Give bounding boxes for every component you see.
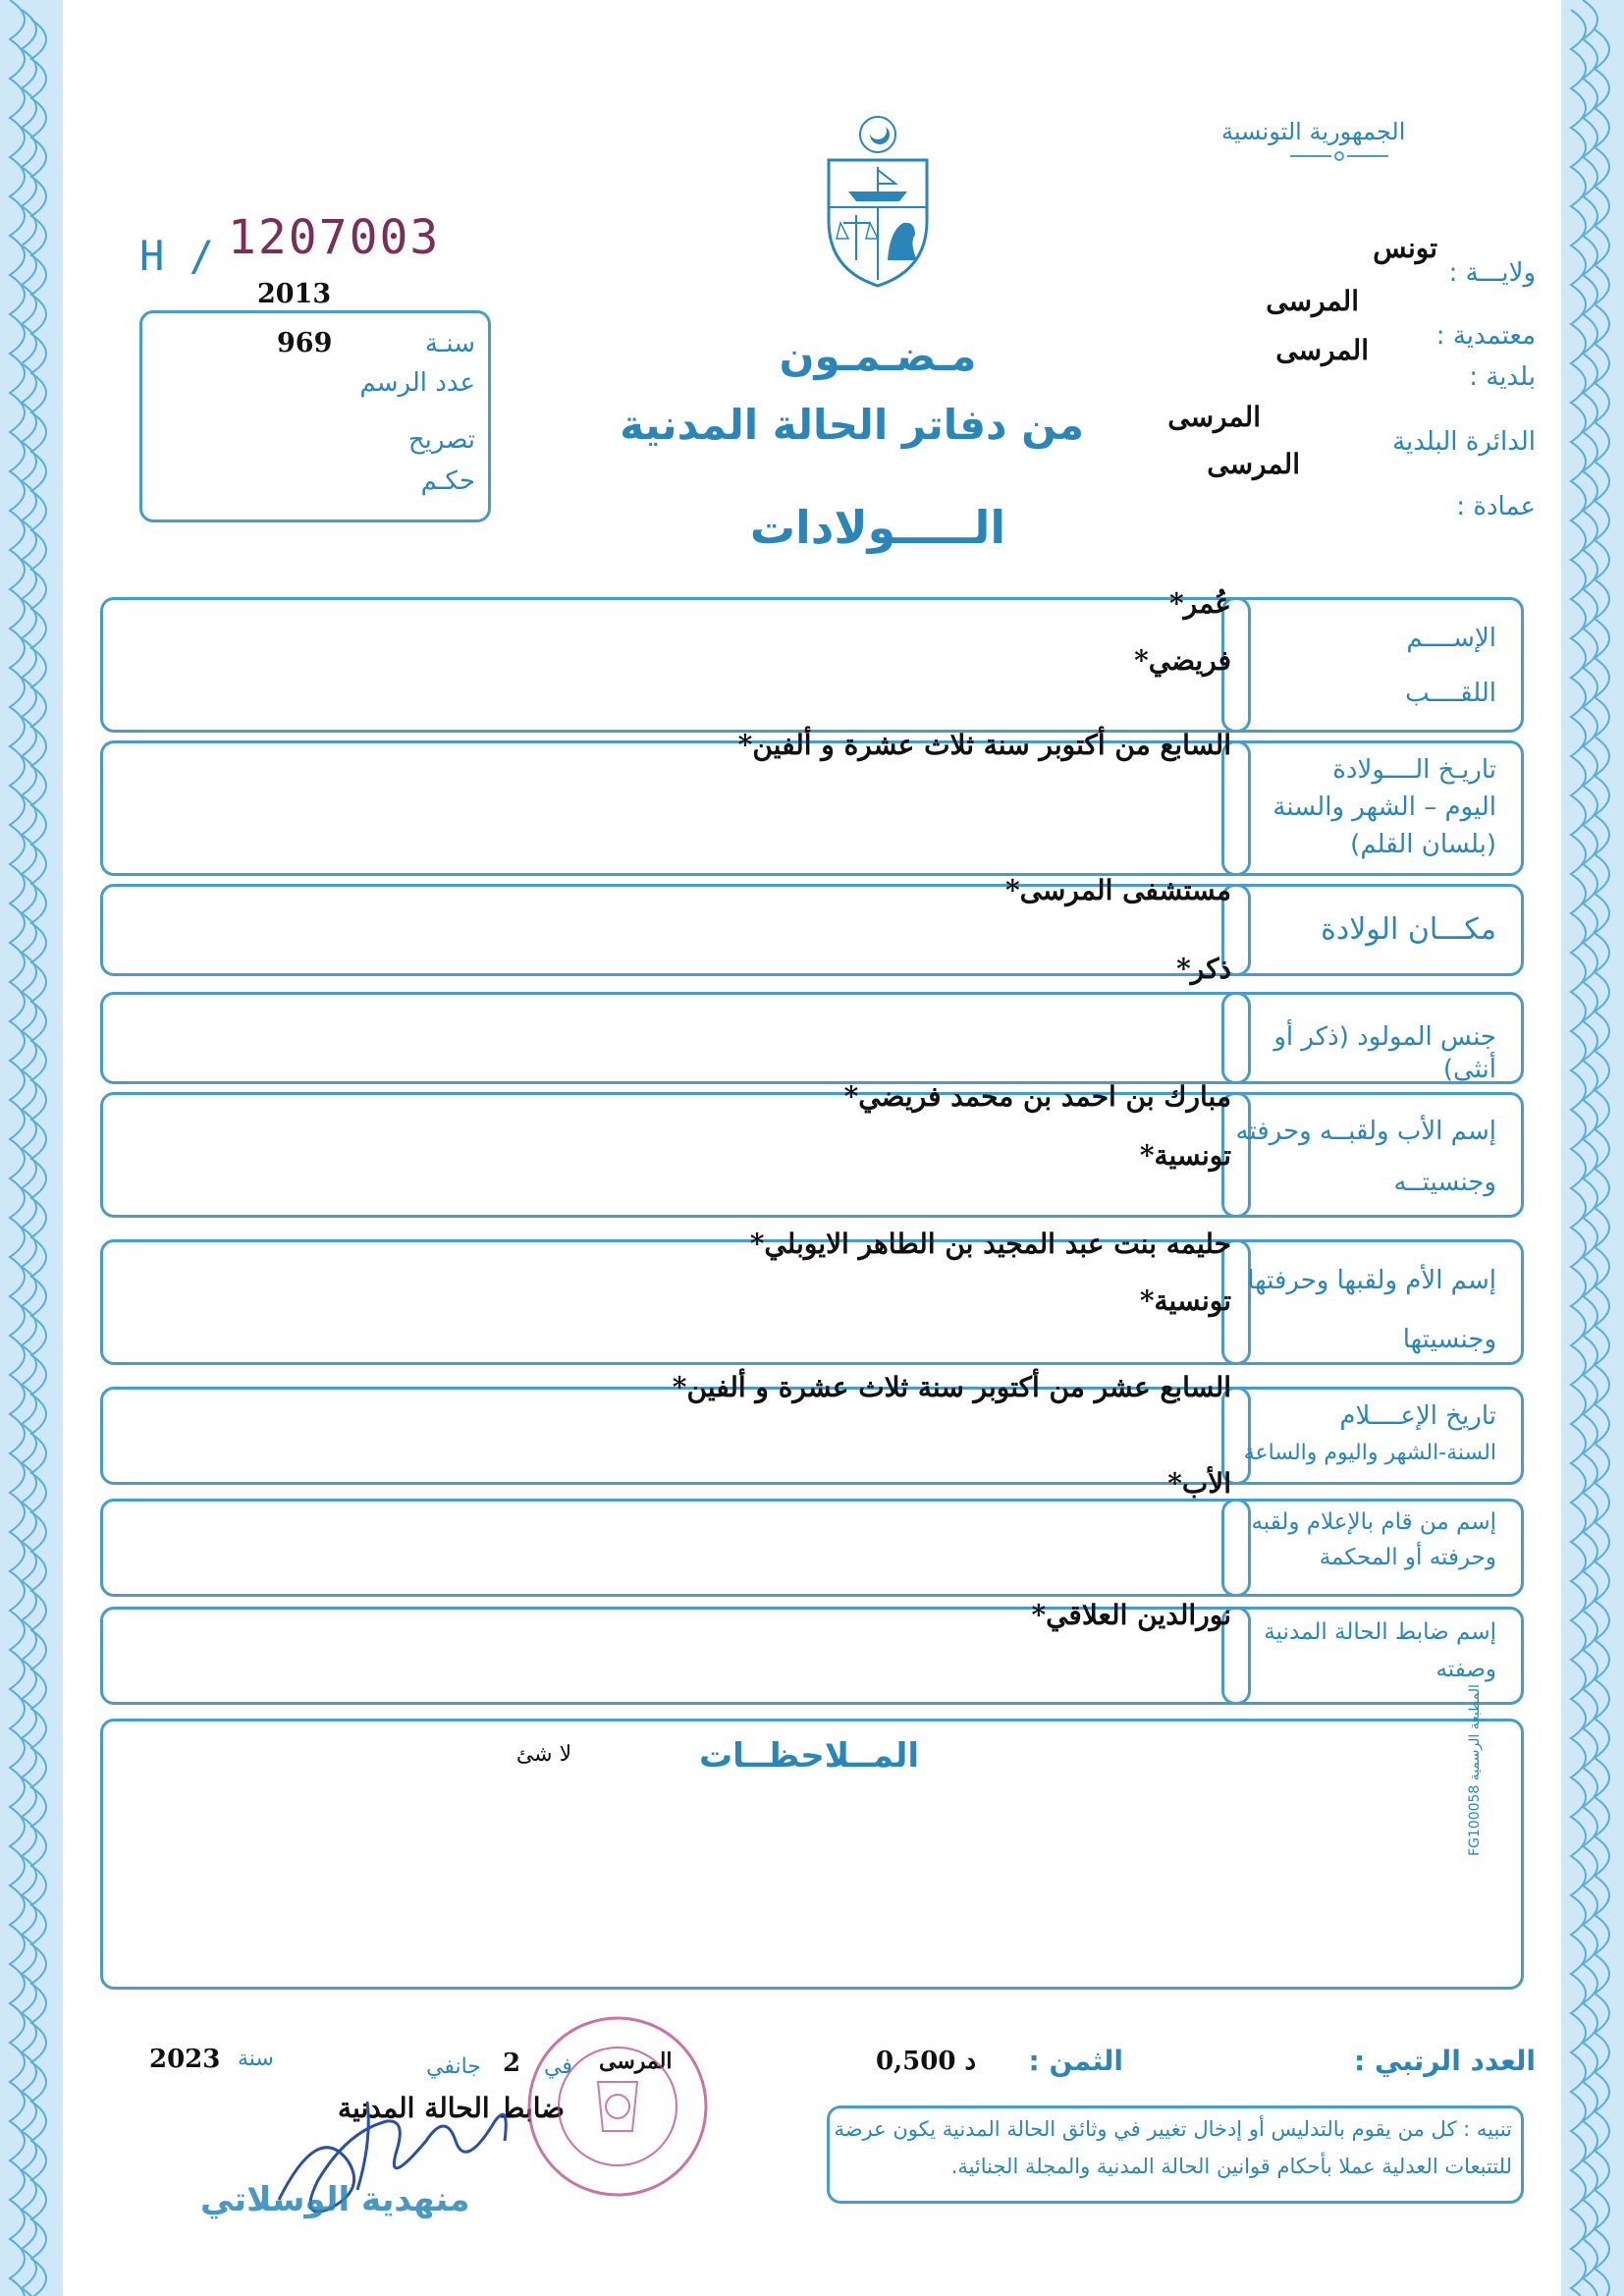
declarant-occupation-label: وحرفته أو المحكمة <box>1319 1545 1496 1570</box>
decorative-border-right <box>1561 0 1624 2296</box>
officer-value: نورالدين العلاقي* <box>1031 1599 1231 1631</box>
mother-label: إسم الأم ولقبها وحرفتها <box>1247 1266 1496 1295</box>
section-title: الـــــولادات <box>749 501 1006 554</box>
serial-number: 1207003 <box>228 210 441 265</box>
year-label: سنة <box>238 2047 274 2071</box>
field-value-box-declarant <box>100 1499 1251 1597</box>
wilaya-label: ولايـــة : <box>1448 258 1536 288</box>
father-nationality-value: تونسية* <box>1139 1139 1231 1172</box>
sex-value: ذكر* <box>1176 953 1231 985</box>
field-label-box-name <box>1221 597 1524 733</box>
mutamadia-value-1: المرسى <box>1266 285 1359 317</box>
daira-value-2: المرسى <box>1207 448 1300 480</box>
reference-declaration-label: تصريح <box>407 425 475 455</box>
declaration-date-value: السابع عشر من أكتوبر سنة ثلاث عشرة و ألفين* <box>672 1371 1231 1403</box>
tunisia-coat-of-arms <box>819 113 937 290</box>
place-label: المرسى <box>599 2049 673 2074</box>
first-name-label: الإســــم <box>1406 624 1496 653</box>
notice-line-2: للتتبعات العدلية عملا بأحكام قوانين الحالة المدنية والمجلة الجنائية. <box>950 2155 1512 2178</box>
remarks-value: لا شئ <box>515 1742 572 1767</box>
year-value: 2023 <box>149 2045 221 2074</box>
officer-title-label: وصفته <box>1435 1657 1496 1682</box>
umada-label: عمادة : <box>1456 492 1536 521</box>
notice-line-1: تنبيه : كل من يقوم بالتدليس أو إدخال تغيير في وثائق الحالة المدنية يكون عرضة <box>834 2117 1512 2141</box>
date-day: 2 <box>503 2049 521 2078</box>
reference-number-value: 969 <box>277 328 333 358</box>
mutamadia-label: معتمدية : <box>1435 321 1536 351</box>
declarant-label: إسم من قام بالإعلام ولقبه <box>1251 1509 1496 1535</box>
birth-date-sublabel: اليوم – الشهر والسنة <box>1272 793 1496 822</box>
field-value-box-sex <box>100 992 1251 1084</box>
serial-label: العدد الرتبي : <box>1354 2045 1536 2077</box>
baladia-label: بلدية : <box>1469 362 1536 392</box>
price-label: الثمن : <box>1028 2045 1123 2077</box>
father-label: إسم الأب ولقبــه وحرفته <box>1235 1117 1496 1146</box>
birth-date-label: تاريـخ الــــولادة <box>1332 755 1496 785</box>
field-label-box-father <box>1221 1092 1524 1218</box>
daira-label: الدائرة البلدية <box>1392 427 1536 457</box>
mutamadia-value-2: المرسى <box>1275 334 1369 366</box>
reference-judgment-label: حكـم <box>420 466 475 496</box>
date-month: جانفي <box>426 2054 481 2079</box>
wilaya-value: تونس <box>1373 232 1437 264</box>
document-title: مـضـمـون <box>779 332 977 380</box>
official-stamp <box>524 2013 711 2200</box>
daira-value-1: المرسى <box>1167 401 1261 433</box>
serial-prefix: H / <box>139 232 214 280</box>
signatory-stamp: منهدية الوسلاتي <box>200 2180 470 2219</box>
officer-signature-label: ضابط الحالة المدنية <box>338 2092 566 2124</box>
birth-date-words-label: (بلسان القلم) <box>1350 830 1496 859</box>
document-subtitle: من دفاتر الحالة المدنية <box>620 401 1084 449</box>
remarks-label: المــلاحظــات <box>698 1736 920 1776</box>
declaration-date-label: تاريخ الإعــــلام <box>1339 1401 1496 1431</box>
officer-label: إسم ضابط الحالة المدنية <box>1264 1619 1496 1645</box>
birth-place-value: مستشفى المرسى* <box>1004 874 1231 906</box>
sex-label: جنس المولود (ذكر أو أنثى) <box>1273 1022 1496 1084</box>
declarant-value: الأب* <box>1167 1467 1231 1500</box>
surname-value: فريضي* <box>1134 644 1231 677</box>
price-value: 0,500 د <box>876 2047 977 2076</box>
reference-year-label: سنـة <box>424 329 475 358</box>
mother-nationality-value: تونسية* <box>1139 1285 1231 1317</box>
printer-mark: المطبعة الرسمية FG100058 <box>1467 1684 1483 1856</box>
republic-heading: الجمهورية التونسية <box>1221 118 1406 145</box>
surname-label: اللقــــب <box>1405 679 1496 708</box>
mother-nationality-label: وجنسيتها <box>1402 1325 1496 1354</box>
first-name-value: عُمر* <box>1169 587 1231 620</box>
birth-date-value: السابع من أكتوبر سنة ثلاث عشرة و ألفين* <box>737 729 1231 761</box>
reference-year-value: 2013 <box>257 279 332 309</box>
declaration-date-sublabel: السنة-الشهر واليوم والساعة <box>1243 1441 1496 1465</box>
birth-certificate-page <box>63 0 1561 2296</box>
father-value: مبارك بن احمد بن محمد فريضي* <box>843 1080 1231 1113</box>
father-nationality-label: وجنسيتــه <box>1393 1168 1496 1197</box>
ornament-divider <box>1290 149 1388 163</box>
mother-value: حليمه بنت عبد المجيد بن الطاهر الايوبلي* <box>749 1228 1231 1260</box>
in-label: في <box>544 2054 572 2079</box>
birth-place-label: مكـــان الولادة <box>1321 912 1496 947</box>
decorative-border-left <box>0 0 63 2296</box>
reference-number-label: عدد الرسم <box>359 368 475 398</box>
